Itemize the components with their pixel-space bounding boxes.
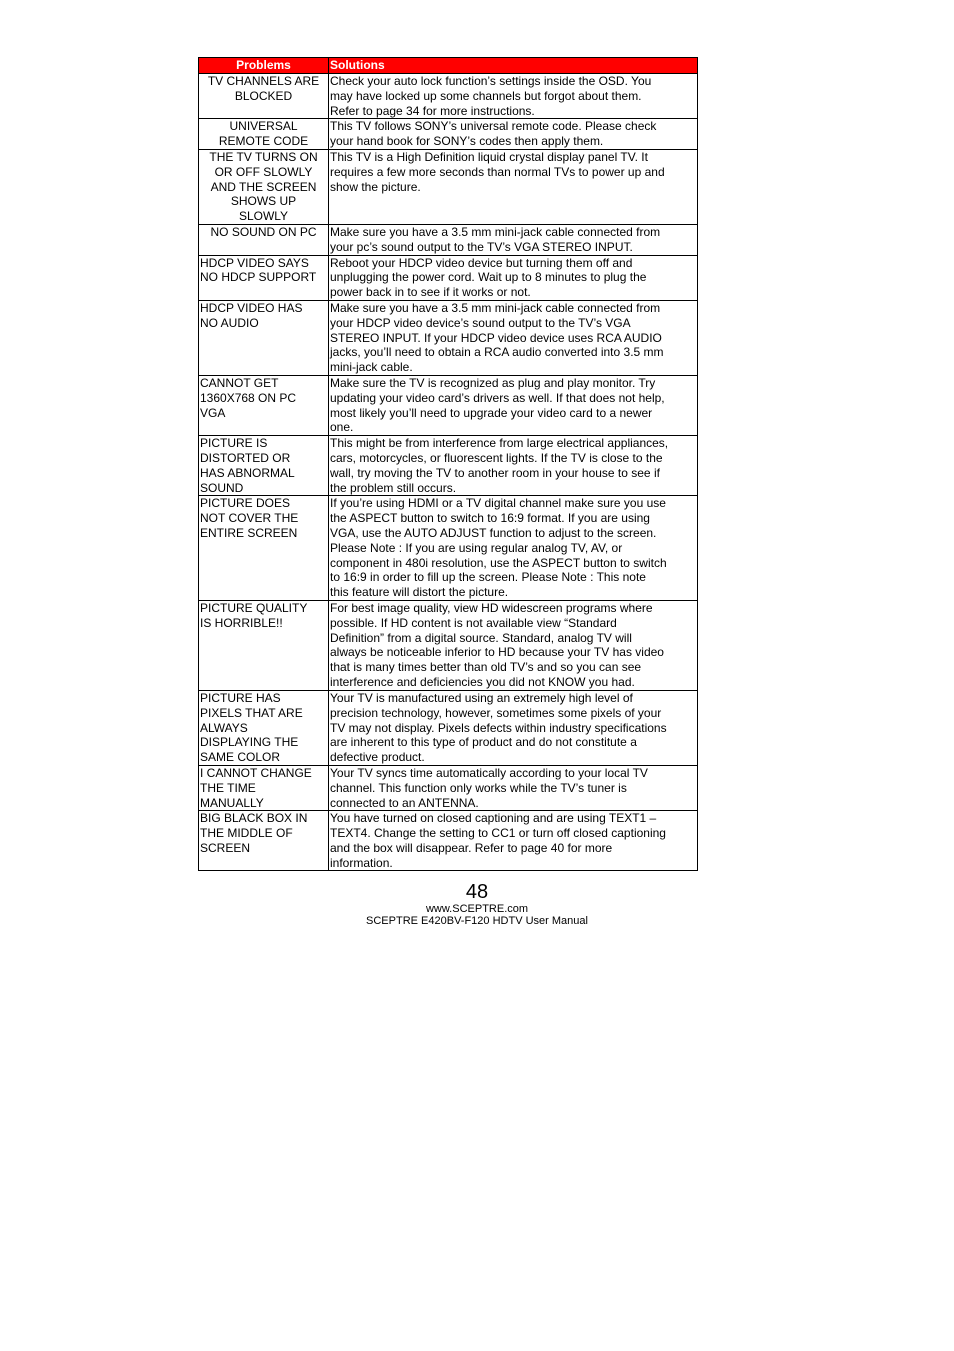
problem-cell: NO SOUND ON PC bbox=[199, 224, 329, 255]
table-header-row bbox=[199, 58, 698, 74]
solution-cell: Make sure you have a 3.5 mm mini-jack cable connected from your HDCP video device’s sound output to the TV’s VGA STEREO INPUT. If your HDCP video device uses RCA AUDIO jacks, you’ll need to obtain a RCA audio converted into 3.5 mm mini-jack cable. bbox=[329, 300, 698, 375]
table-row bbox=[199, 600, 698, 690]
problem-cell: CANNOT GET 1360X768 ON PC VGA bbox=[199, 375, 329, 435]
table-row bbox=[199, 119, 698, 150]
problem-cell: I CANNOT CHANGE THE TIME MANUALLY bbox=[199, 765, 329, 810]
table-row bbox=[199, 436, 698, 496]
manual-title-footer: SCEPTRE E420BV-F120 HDTV User Manual bbox=[366, 915, 588, 927]
solution-cell: For best image quality, view HD widescreen programs where possible. If HD content is not available view “Standard Definition” from a digital source. Standard, analog TV will always be noticeable inferior to HD because your TV has video that is many times better than old TV’s and so you can see interference and deficiencies you did not KNOW you had. bbox=[329, 600, 698, 690]
table-row bbox=[199, 496, 698, 601]
solution-cell: This TV follows SONY’s universal remote code. Please check your hand book for SONY’s codes then apply them. bbox=[329, 119, 698, 150]
solution-cell: Check your auto lock function’s settings inside the OSD. You may have locked up some channels but forgot about them. Refer to page 34 for more instructions. bbox=[329, 74, 698, 119]
header-problems: Problems bbox=[199, 58, 329, 74]
solution-cell: You have turned on closed captioning and are using TEXT1 – TEXT4. Change the setting to CC1 or turn off closed captioning and the box will disappear. Refer to page 40 for more information. bbox=[329, 811, 698, 871]
table-row bbox=[199, 255, 698, 300]
problem-cell: HDCP VIDEO SAYS NO HDCP SUPPORT bbox=[199, 255, 329, 300]
problem-cell: BIG BLACK BOX IN THE MIDDLE OF SCREEN bbox=[199, 811, 329, 871]
problem-cell: THE TV TURNS ON OR OFF SLOWLY AND THE SCREEN SHOWS UP SLOWLY bbox=[199, 149, 329, 224]
solution-cell: This might be from interference from large electrical appliances, cars, motorcycles, or fluorescent lights. If the TV is close to the wall, try moving the TV to another room in your house to see if the problem still occurs. bbox=[329, 436, 698, 496]
website-footer: www.SCEPTRE.com bbox=[425, 903, 529, 915]
problem-cell: PICTURE IS DISTORTED OR HAS ABNORMAL SOUND bbox=[199, 436, 329, 496]
troubleshooting-table bbox=[198, 57, 698, 871]
problem-cell: TV CHANNELS ARE BLOCKED bbox=[199, 74, 329, 119]
problem-cell: UNIVERSAL REMOTE CODE bbox=[199, 119, 329, 150]
solution-cell: If you’re using HDMI or a TV digital channel make sure you use the ASPECT button to switch to 16:9 format. If you are using VGA, use the AUTO ADJUST function to adjust to the screen. Please Note : If you are using regular analog TV, AV, or component in 480i resolution, use the ASPECT button to switch to 16:9 in order to fill up the screen. Please Note : This note this feature will distort the picture. bbox=[329, 496, 698, 601]
problem-cell: PICTURE QUALITY IS HORRIBLE!! bbox=[199, 600, 329, 690]
solution-cell: Reboot your HDCP video device but turning them off and unplugging the power cord. Wait up to 8 minutes to plug the power back in to see if it works or not. bbox=[329, 255, 698, 300]
table-row bbox=[199, 300, 698, 375]
problem-cell: PICTURE HAS PIXELS THAT ARE ALWAYS DISPLAYING THE SAME COLOR bbox=[199, 690, 329, 765]
table-row bbox=[199, 811, 698, 871]
problem-cell: HDCP VIDEO HAS NO AUDIO bbox=[199, 300, 329, 375]
table-row bbox=[199, 224, 698, 255]
table-row bbox=[199, 375, 698, 435]
solution-cell: This TV is a High Definition liquid crystal display panel TV. It requires a few more seconds than normal TVs to power up and show the picture. bbox=[329, 149, 698, 224]
table-row bbox=[199, 690, 698, 765]
problem-cell: PICTURE DOES NOT COVER THE ENTIRE SCREEN bbox=[199, 496, 329, 601]
table-row bbox=[199, 149, 698, 224]
solution-cell: Make sure the TV is recognized as plug and play monitor. Try updating your video card’s drivers as well. If that does not help, most likely you’ll need to upgrade your video card to a newer one. bbox=[329, 375, 698, 435]
solution-cell: Your TV is manufactured using an extremely high level of precision technology, however, sometimes some pixels of your TV may not display. Pixels defects within industry specifications are inherent to this type of product and do not constitute a defective product. bbox=[329, 690, 698, 765]
page-number: 48 bbox=[465, 881, 489, 903]
solution-cell: Your TV syncs time automatically according to your local TV channel. This function only works while the TV’s tuner is connected to an ANTENNA. bbox=[329, 765, 698, 810]
solution-cell: Make sure you have a 3.5 mm mini-jack cable connected from your pc’s sound output to the TV’s VGA STEREO INPUT. bbox=[329, 224, 698, 255]
table-row bbox=[199, 74, 698, 119]
table-row bbox=[199, 765, 698, 810]
header-solutions: Solutions bbox=[329, 58, 698, 74]
